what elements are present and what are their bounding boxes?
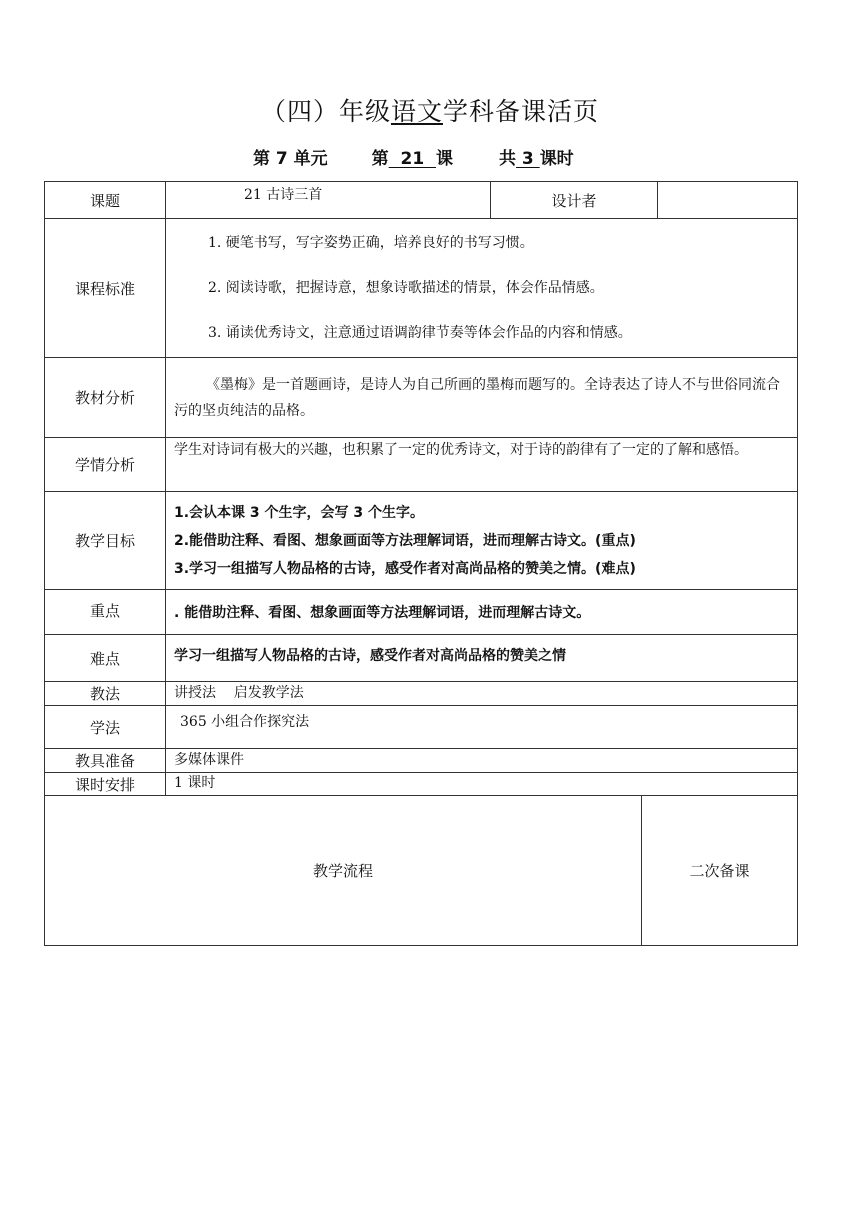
- tools-text: 多媒体课件: [165, 748, 798, 773]
- material-label: 教材分析: [44, 357, 166, 438]
- difficulty-text: 学习一组描写人物品格的古诗，感受作者对高尚品格的赞美之情: [165, 634, 798, 682]
- lesson-info: [253, 144, 574, 169]
- learner-label: 学情分析: [44, 437, 166, 492]
- material-text: 《墨梅》是一首题画诗，是诗人为自己所画的墨梅而题写的。全诗表达了诗人不与世俗同流合污的坚贞纯洁的品格。: [165, 357, 798, 438]
- learner-text: 学生对诗词有极大的兴趣，也积累了一定的优秀诗文，对于诗的韵律有了一定的了解和感悟。: [165, 437, 798, 492]
- goal-label: 教学目标: [44, 491, 166, 590]
- lesson-number: 21: [388, 149, 437, 169]
- method-label: 教法: [44, 681, 166, 706]
- lesson-prefix: 第: [371, 149, 389, 169]
- standard-list: [165, 218, 798, 358]
- standard-label: 课程标准: [44, 218, 166, 358]
- lesson-suffix: 课: [436, 149, 454, 169]
- method-text: 讲授法 启发教学法: [165, 681, 798, 706]
- topic-label: 课题: [44, 181, 166, 219]
- tools-label: 教具准备: [44, 748, 166, 773]
- schedule-label: 课时安排: [44, 772, 166, 796]
- goal-item-1: 1.会认本课 3 个生字，会写 3 个生字。: [174, 505, 425, 521]
- designer-label: 设计者: [490, 181, 658, 219]
- key-label: 重点: [44, 589, 166, 635]
- goal-list: [165, 491, 798, 590]
- lesson-plan-table: [44, 181, 798, 946]
- total-prefix: 共: [499, 149, 517, 169]
- standard-item-3: 3. 诵读优秀诗文，注意通过语调韵律节奏等体会作品的内容和情感。: [208, 325, 632, 341]
- key-text: . 能借助注释、看图、想象画面等方法理解词语，进而理解古诗文。: [165, 589, 798, 635]
- schedule-text: 1 课时: [165, 772, 798, 796]
- page-title: [0, 92, 860, 128]
- second-prep-label: 二次备课: [641, 795, 798, 946]
- title-prefix: （四）年级: [260, 97, 391, 126]
- learn-text: 365 小组合作探究法: [165, 705, 798, 749]
- designer-value: [657, 181, 798, 219]
- title-suffix: 学科备课活页: [443, 97, 600, 126]
- total-suffix: 课时: [539, 149, 574, 169]
- process-label: 教学流程: [44, 795, 642, 946]
- standard-item-2: 2. 阅读诗歌，把握诗意，想象诗歌描述的情景，体会作品情感。: [208, 280, 604, 296]
- standard-item-1: 1. 硬笔书写，写字姿势正确，培养良好的书写习惯。: [208, 235, 534, 251]
- goal-item-3: 3.学习一组描写人物品格的古诗，感受作者对高尚品格的赞美之情。(难点): [174, 561, 636, 577]
- total-number: 3: [516, 149, 540, 169]
- difficulty-label: 难点: [44, 634, 166, 682]
- topic-value: 21 古诗三首: [165, 181, 491, 219]
- title-subject: 语文: [390, 97, 443, 126]
- goal-item-2: 2.能借助注释、看图、想象画面等方法理解词语，进而理解古诗文。(重点): [174, 533, 636, 549]
- learn-label: 学法: [44, 705, 166, 749]
- unit-label: 第 7 单元: [253, 149, 328, 169]
